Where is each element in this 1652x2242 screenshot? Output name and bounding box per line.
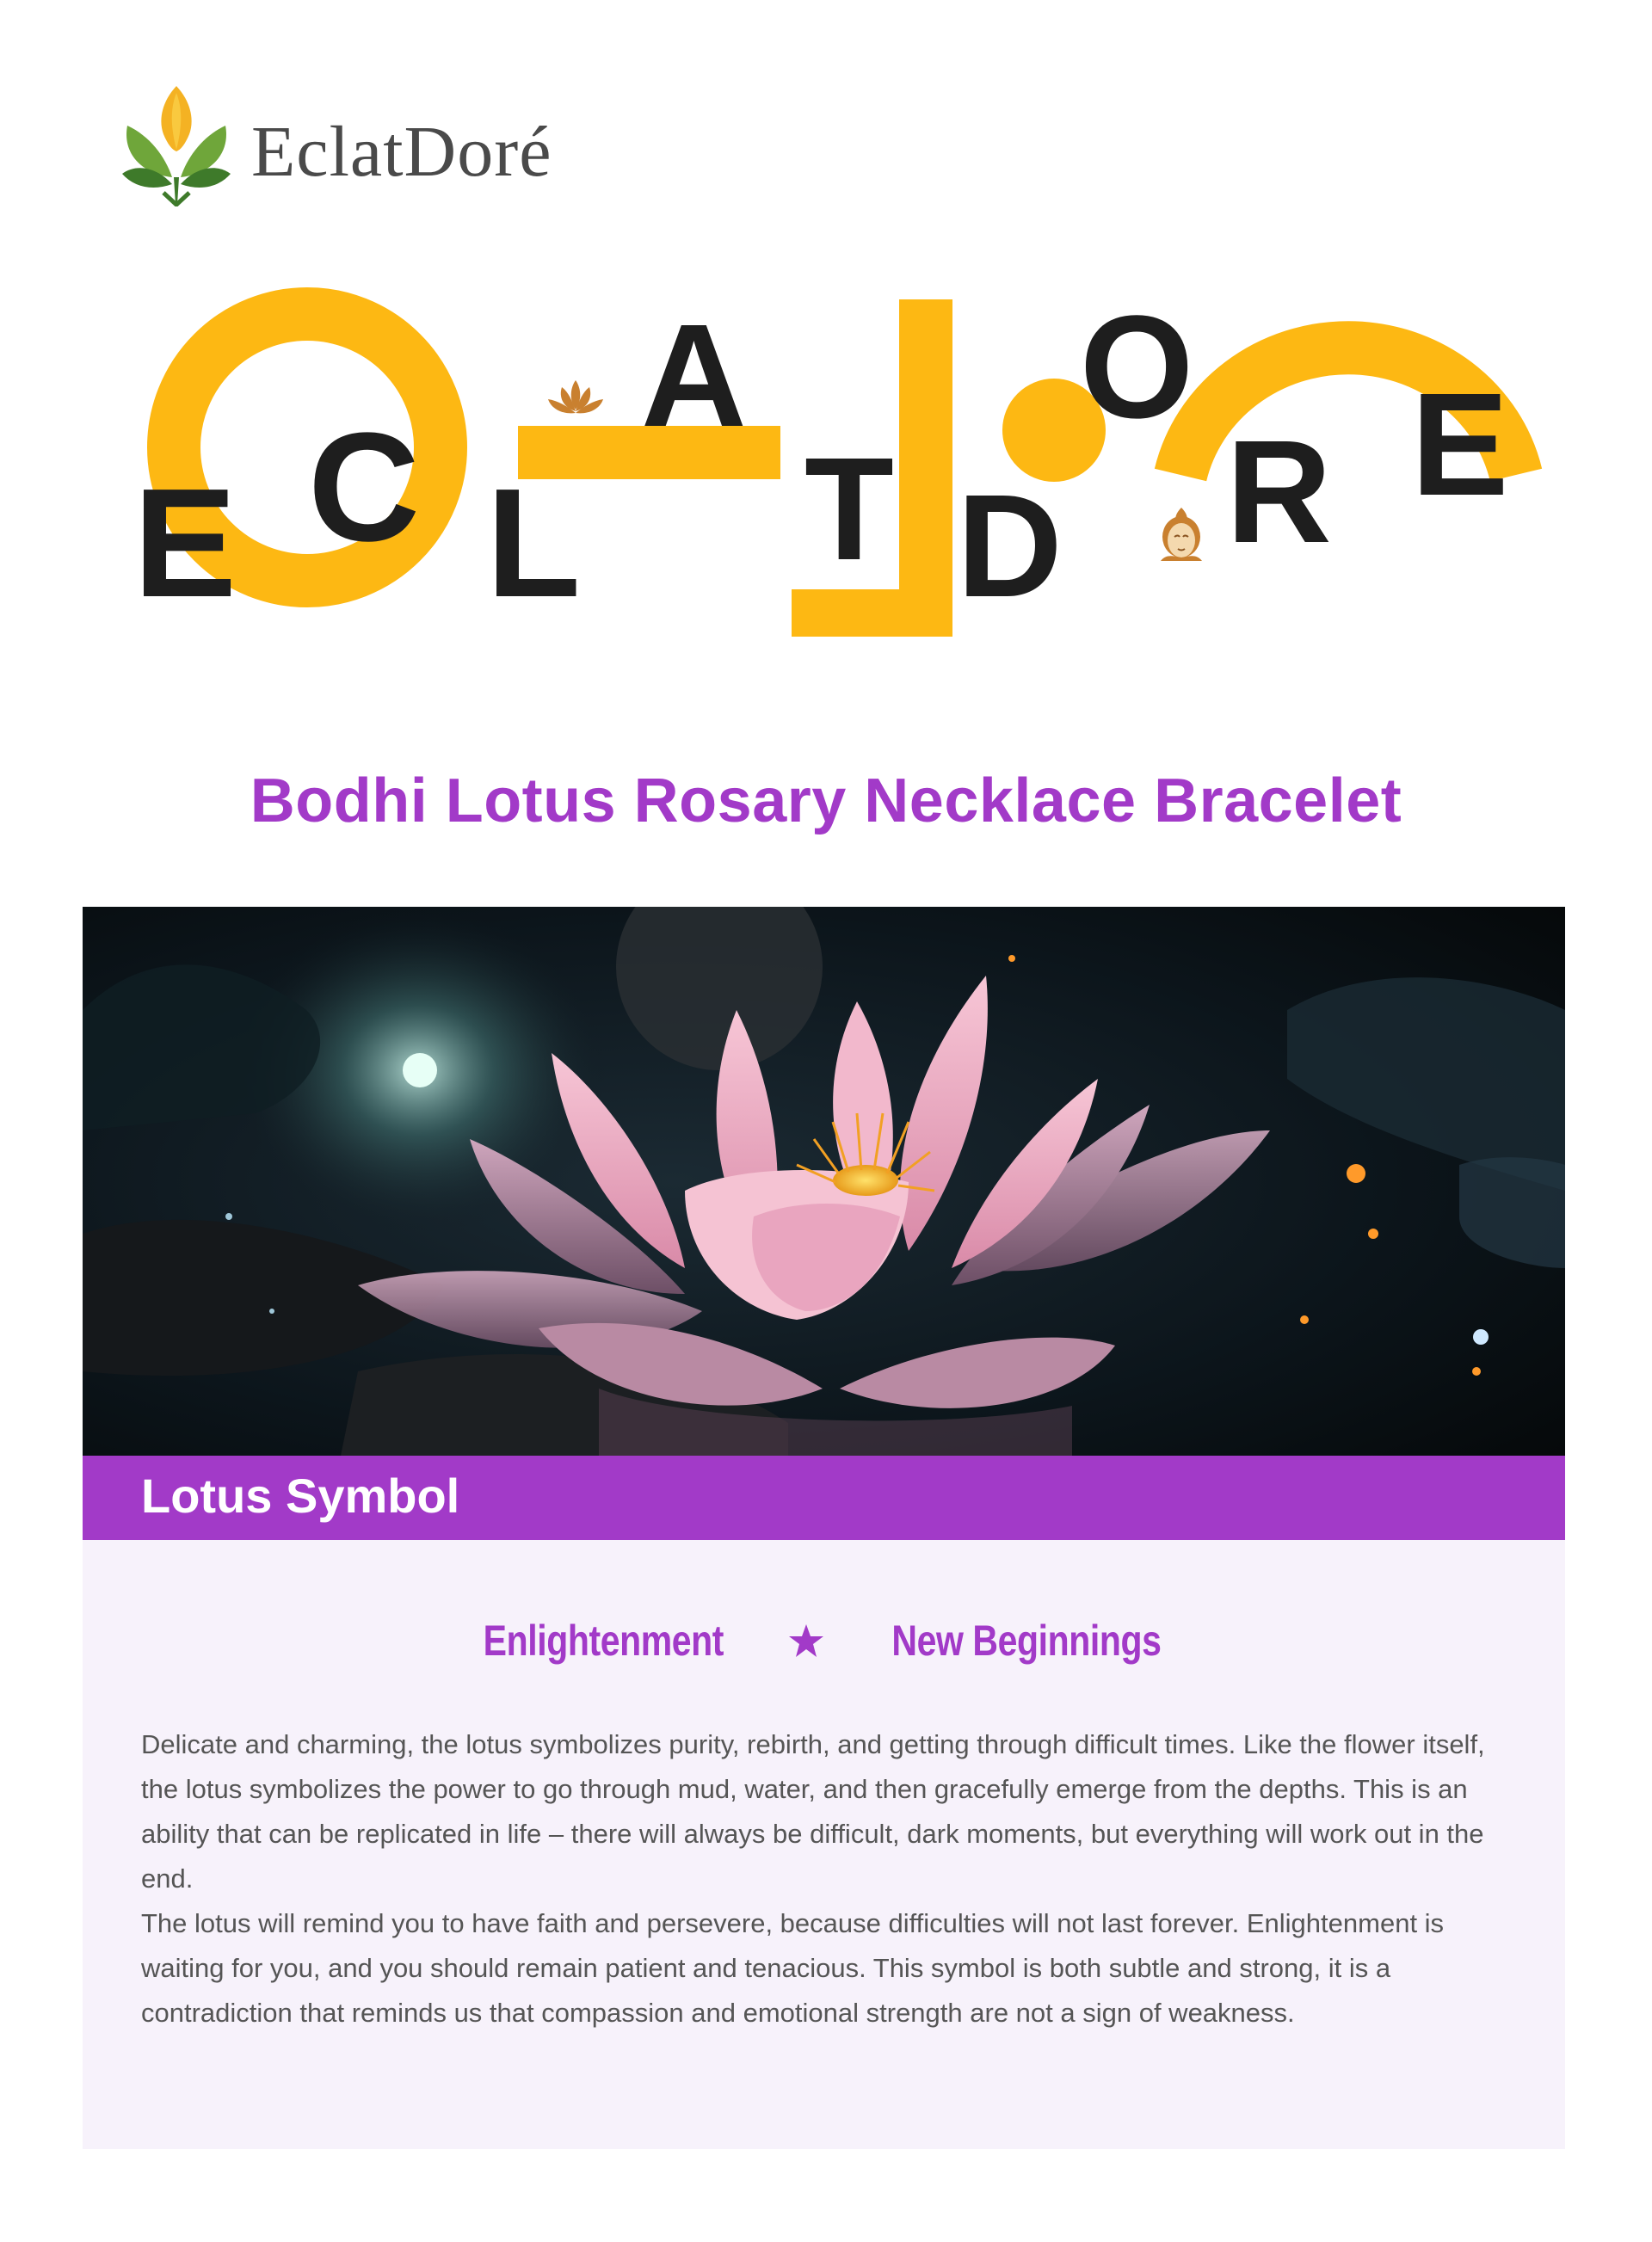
buddha-icon	[1161, 508, 1202, 561]
wordmark-pillar-shape	[899, 299, 952, 637]
wordmark-letter-a: A	[641, 294, 747, 458]
product-title: Bodhi Lotus Rosary Necklace Bracelet	[250, 767, 1402, 835]
content-panel	[83, 1540, 1565, 2149]
wordmark-letter-t: T	[804, 428, 894, 591]
wordmark-letter-e2: E	[1411, 363, 1509, 527]
brand-wordmark	[0, 275, 1652, 637]
wordmark-letter-c: C	[308, 401, 420, 574]
wordmark-letter-e1: E	[133, 457, 237, 630]
lotus-icon	[548, 380, 603, 413]
tag-enlightenment: Enlightenment	[483, 1617, 724, 1665]
hero-lotus-image	[83, 907, 1565, 1456]
wordmark-foot-shape	[792, 589, 952, 637]
lotus-logo-icon	[120, 84, 232, 206]
tag-new-beginnings: New Beginnings	[891, 1617, 1162, 1665]
brand-name: EclatDoré	[251, 112, 552, 192]
star-icon	[788, 1623, 824, 1659]
description	[141, 1722, 1518, 2036]
wordmark-letter-o: O	[1080, 286, 1194, 449]
brand-logo[interactable]	[120, 84, 568, 213]
wordmark-graphic	[0, 275, 1652, 637]
description-paragraph: The lotus will remind you to have faith and persevere, because difficulties will not last forever. Enlightenment is waiting for you, and you should remain patient and tenacious. This symbol is both subtle and strong, it is a contradiction that reminds us that compassion and emotional strength are not a sign of weakness.	[141, 1908, 1445, 2028]
section-header	[83, 1456, 1565, 1540]
wordmark-letter-d: D	[957, 465, 1063, 628]
tag-row	[83, 1616, 1565, 1676]
lotus-photo	[83, 907, 1565, 1456]
wordmark-letter-l: L	[486, 457, 581, 630]
wordmark-letter-r: R	[1226, 410, 1332, 574]
section-title: Lotus Symbol	[141, 1469, 460, 1523]
description-paragraph: Delicate and charming, the lotus symbolizes purity, rebirth, and getting through difficult times. Like the flower itself, the lotus symbolizes the power to go through mud, water, and then gracefully emerge from the depths. This is an ability that can be replicated in life – there will always be difficult, dark moments, but everything will work out in the end.	[141, 1729, 1485, 1894]
